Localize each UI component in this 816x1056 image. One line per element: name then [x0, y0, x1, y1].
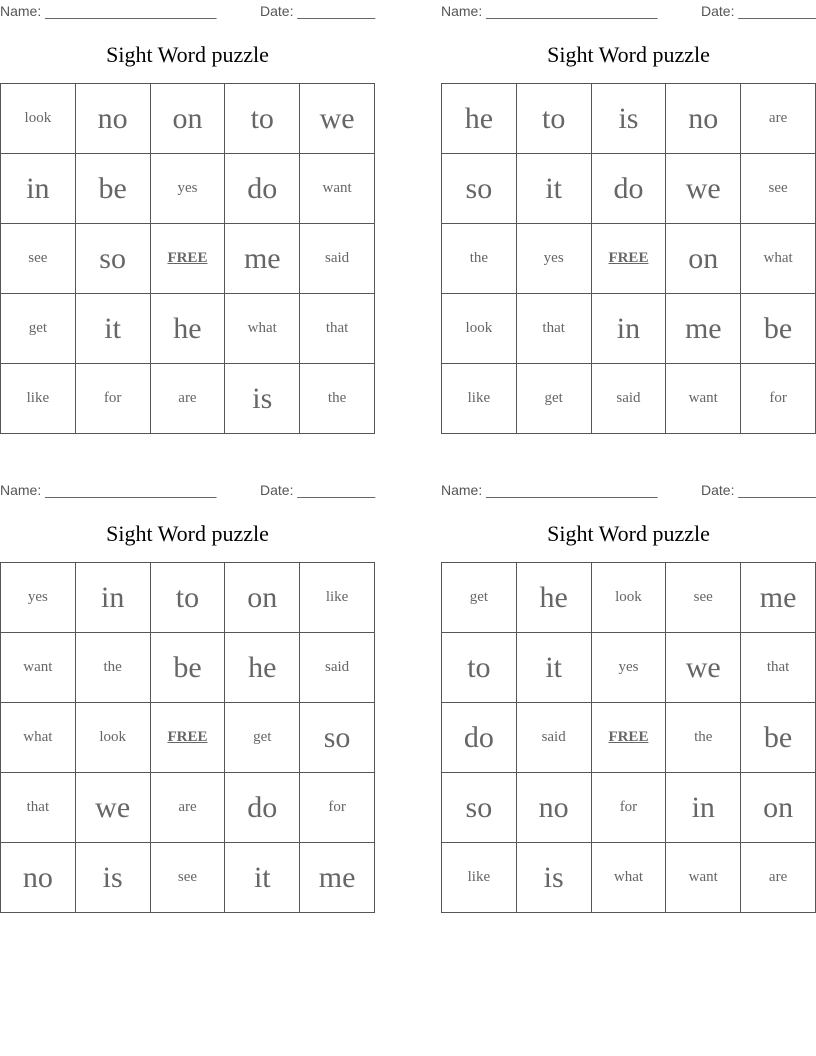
word-cell: what	[1, 703, 76, 773]
word-cell: it	[516, 633, 591, 703]
word-cell: on	[666, 224, 741, 294]
word-cell: on	[150, 84, 225, 154]
word-cell: so	[300, 703, 375, 773]
word-cell: in	[666, 773, 741, 843]
word-cell: want	[300, 154, 375, 224]
free-space-cell: FREE	[591, 224, 666, 294]
card-1	[441, 0, 816, 440]
puzzle-title: Sight Word puzzle	[547, 42, 710, 67]
puzzle-grid	[441, 562, 816, 913]
word-cell: do	[225, 154, 300, 224]
word-cell: in	[1, 154, 76, 224]
word-cell: see	[150, 843, 225, 913]
word-cell: no	[75, 84, 150, 154]
word-cell: that	[1, 773, 76, 843]
word-cell: for	[75, 364, 150, 434]
puzzle-title: Sight Word puzzle	[547, 521, 710, 546]
word-cell: be	[150, 633, 225, 703]
word-cell: to	[150, 563, 225, 633]
grid-row	[1, 84, 375, 154]
word-cell: get	[1, 294, 76, 364]
word-cell: that	[516, 294, 591, 364]
word-cell: that	[741, 633, 816, 703]
word-cell: on	[741, 773, 816, 843]
word-cell: the	[442, 224, 517, 294]
name-field[interactable]: Name: ______________________	[441, 482, 658, 498]
word-cell: no	[1, 843, 76, 913]
word-cell: to	[442, 633, 517, 703]
name-field[interactable]: Name: ______________________	[0, 3, 217, 19]
word-cell: are	[150, 773, 225, 843]
puzzle-grid	[0, 83, 375, 434]
word-cell: in	[75, 563, 150, 633]
word-cell: is	[75, 843, 150, 913]
name-field[interactable]: Name: ______________________	[441, 3, 658, 19]
grid-row	[442, 364, 816, 434]
grid-row	[442, 563, 816, 633]
word-cell: is	[591, 84, 666, 154]
grid-row	[1, 364, 375, 434]
word-cell: no	[516, 773, 591, 843]
word-cell: we	[666, 633, 741, 703]
word-cell: yes	[591, 633, 666, 703]
card-0	[0, 0, 375, 440]
word-cell: see	[741, 154, 816, 224]
word-cell: said	[300, 633, 375, 703]
word-cell: he	[442, 84, 517, 154]
puzzle-title: Sight Word puzzle	[106, 521, 269, 546]
word-cell: on	[225, 563, 300, 633]
word-cell: no	[666, 84, 741, 154]
grid-row	[1, 154, 375, 224]
word-cell: are	[150, 364, 225, 434]
puzzle-grid	[441, 83, 816, 434]
grid-row	[442, 224, 816, 294]
word-cell: be	[741, 703, 816, 773]
puzzle-grid	[0, 562, 375, 913]
date-field[interactable]: Date: __________	[260, 3, 376, 19]
word-cell: do	[442, 703, 517, 773]
word-cell: said	[300, 224, 375, 294]
word-cell: it	[516, 154, 591, 224]
grid-row	[1, 563, 375, 633]
word-cell: it	[225, 843, 300, 913]
word-cell: get	[225, 703, 300, 773]
word-cell: we	[666, 154, 741, 224]
card-3	[441, 479, 816, 919]
word-cell: is	[516, 843, 591, 913]
puzzle-title: Sight Word puzzle	[106, 42, 269, 67]
word-cell: so	[75, 224, 150, 294]
word-cell: for	[741, 364, 816, 434]
free-space-cell: FREE	[150, 224, 225, 294]
word-cell: yes	[150, 154, 225, 224]
word-cell: so	[442, 773, 517, 843]
word-cell: me	[666, 294, 741, 364]
word-cell: is	[225, 364, 300, 434]
word-cell: me	[741, 563, 816, 633]
name-field[interactable]: Name: ______________________	[0, 482, 217, 498]
word-cell: it	[75, 294, 150, 364]
date-field[interactable]: Date: __________	[701, 3, 816, 19]
word-cell: yes	[516, 224, 591, 294]
word-cell: we	[75, 773, 150, 843]
word-cell: like	[442, 364, 517, 434]
word-cell: the	[75, 633, 150, 703]
free-space-cell: FREE	[150, 703, 225, 773]
date-field[interactable]: Date: __________	[701, 482, 816, 498]
word-cell: what	[741, 224, 816, 294]
word-cell: to	[225, 84, 300, 154]
word-cell: look	[1, 84, 76, 154]
word-cell: that	[300, 294, 375, 364]
word-cell: are	[741, 84, 816, 154]
free-space-cell: FREE	[591, 703, 666, 773]
grid-row	[442, 633, 816, 703]
word-cell: for	[591, 773, 666, 843]
word-cell: in	[591, 294, 666, 364]
grid-row	[442, 703, 816, 773]
grid-row	[1, 294, 375, 364]
word-cell: he	[516, 563, 591, 633]
word-cell: do	[591, 154, 666, 224]
grid-row	[1, 703, 375, 773]
word-cell: want	[666, 843, 741, 913]
word-cell: like	[300, 563, 375, 633]
word-cell: like	[442, 843, 517, 913]
word-cell: yes	[1, 563, 76, 633]
grid-row	[442, 154, 816, 224]
word-cell: we	[300, 84, 375, 154]
word-cell: me	[300, 843, 375, 913]
word-cell: see	[666, 563, 741, 633]
grid-row	[1, 633, 375, 703]
word-cell: he	[225, 633, 300, 703]
word-cell: said	[591, 364, 666, 434]
word-cell: to	[516, 84, 591, 154]
word-cell: me	[225, 224, 300, 294]
word-cell: get	[442, 563, 517, 633]
word-cell: be	[75, 154, 150, 224]
word-cell: look	[591, 563, 666, 633]
grid-row	[442, 843, 816, 913]
grid-row	[1, 773, 375, 843]
word-cell: be	[741, 294, 816, 364]
card-2	[0, 479, 375, 919]
grid-row	[442, 84, 816, 154]
word-cell: look	[75, 703, 150, 773]
word-cell: he	[150, 294, 225, 364]
word-cell: get	[516, 364, 591, 434]
word-cell: are	[741, 843, 816, 913]
grid-row	[442, 773, 816, 843]
word-cell: for	[300, 773, 375, 843]
grid-row	[1, 224, 375, 294]
word-cell: what	[591, 843, 666, 913]
word-cell: so	[442, 154, 517, 224]
word-cell: want	[1, 633, 76, 703]
grid-row	[442, 294, 816, 364]
word-cell: look	[442, 294, 517, 364]
word-cell: see	[1, 224, 76, 294]
word-cell: like	[1, 364, 76, 434]
grid-row	[1, 843, 375, 913]
word-cell: do	[225, 773, 300, 843]
word-cell: want	[666, 364, 741, 434]
word-cell: said	[516, 703, 591, 773]
word-cell: what	[225, 294, 300, 364]
date-field[interactable]: Date: __________	[260, 482, 376, 498]
word-cell: the	[666, 703, 741, 773]
word-cell: the	[300, 364, 375, 434]
